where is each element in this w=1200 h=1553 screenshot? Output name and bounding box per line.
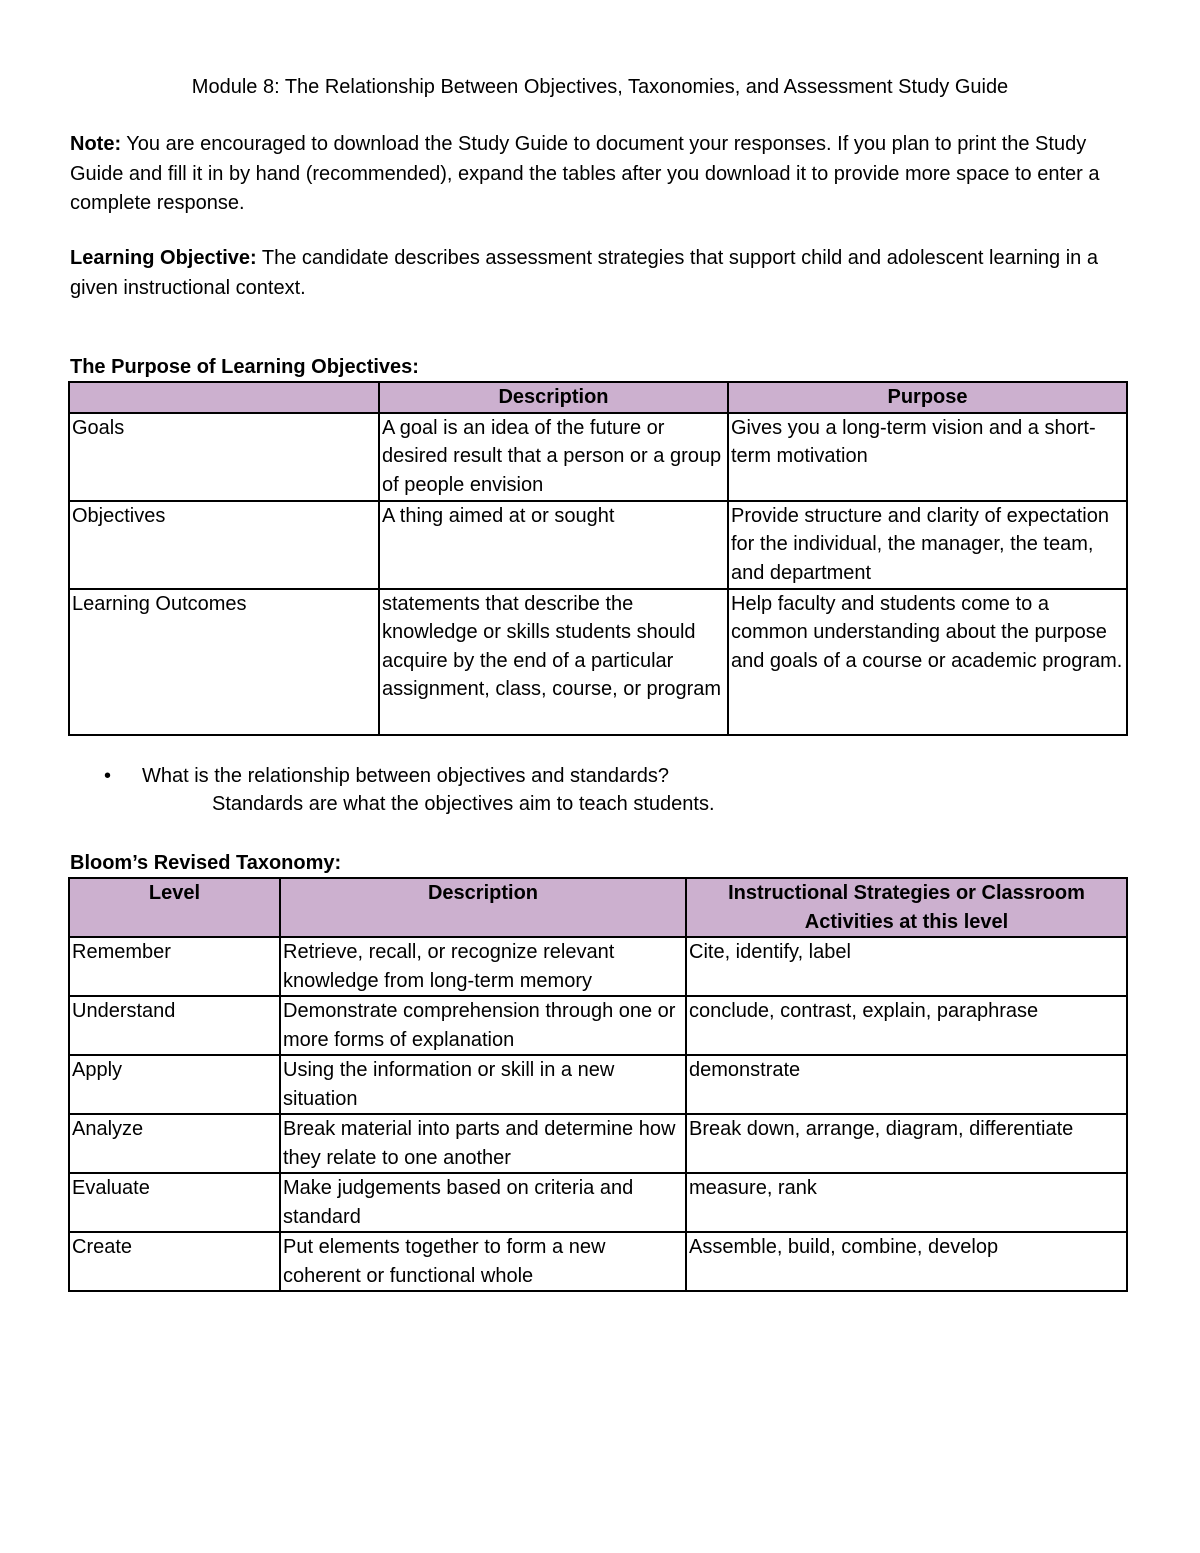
table-row [69,1232,1127,1291]
bloom-description-cell: Demonstrate comprehension through one or more forms of explanation [280,996,686,1055]
purpose-description-cell: statements that describe the knowledge or skills students should acquire by the end of a particular assignment, class, course, or program [379,589,728,735]
bloom-activities-cell: measure, rank [686,1173,1127,1232]
purpose-header-row [69,382,1127,413]
purpose-term-cell: Goals [69,413,379,501]
bloom-header-level: Level [69,878,280,937]
bloom-level-cell: Analyze [69,1114,280,1173]
purpose-term-cell: Learning Outcomes [69,589,379,735]
bloom-activities-cell: Break down, arrange, diagram, differentiate [686,1114,1127,1173]
purpose-purpose-cell: Help faculty and students come to a common understanding about the purpose and goals of a course or academic program. [728,589,1127,735]
bloom-header-row [69,878,1127,937]
bloom-level-cell: Remember [69,937,280,996]
bloom-description-cell: Using the information or skill in a new situation [280,1055,686,1114]
bloom-heading: Bloom’s Revised Taxonomy: [70,852,342,874]
purpose-description-cell: A goal is an idea of the future or desired result that a person or a group of people envision [379,413,728,501]
bloom-level-cell: Evaluate [69,1173,280,1232]
table-row [69,1173,1127,1232]
bloom-level-cell: Understand [69,996,280,1055]
table-row [69,589,1127,735]
bloom-description-cell: Retrieve, recall, or recognize relevant knowledge from long-term memory [280,937,686,996]
note-text: You are encouraged to download the Study Guide to document your responses. If you plan to print the Study Guide and fill it in by hand (recommended), expand the tables after you download it to provide more space to enter a complete response. [70,133,1100,214]
purpose-table [68,381,1128,736]
bloom-activities-cell: Cite, identify, label [686,937,1127,996]
purpose-term-cell: Objectives [69,501,379,589]
bloom-activities-cell: conclude, contrast, explain, paraphrase [686,996,1127,1055]
purpose-purpose-cell: Provide structure and clarity of expectation for the individual, the manager, the team, and department [728,501,1127,589]
note-label: Note: [70,133,122,155]
answer-text: Standards are what the objectives aim to teach students. [212,793,715,815]
purpose-heading: The Purpose of Learning Objectives: [70,356,419,378]
bloom-description-cell: Make judgements based on criteria and standard [280,1173,686,1232]
table-row [69,501,1127,589]
table-row [69,1114,1127,1173]
note-paragraph [70,130,1130,219]
table-row [69,937,1127,996]
learning-objective-text: The candidate describes assessment strategies that support child and adolescent learning in a given instructional context. [70,247,1098,299]
purpose-header-term [69,382,379,413]
bloom-description-cell: Break material into parts and determine how they relate to one another [280,1114,686,1173]
table-row [69,413,1127,501]
table-row [69,996,1127,1055]
purpose-description-cell: A thing aimed at or sought [379,501,728,589]
page-title: Module 8: The Relationship Between Objectives, Taxonomies, and Assessment Study Guide [191,76,1009,98]
bloom-description-cell: Put elements together to form a new coherent or functional whole [280,1232,686,1291]
question-text: What is the relationship between objectives and standards? [142,765,669,787]
bloom-level-cell: Apply [69,1055,280,1114]
bloom-activities-cell: Assemble, build, combine, develop [686,1232,1127,1291]
bloom-activities-cell: demonstrate [686,1055,1127,1114]
question-line [104,762,669,790]
bloom-header-activities: Instructional Strategies or Classroom Activities at this level [686,878,1127,937]
purpose-header-description: Description [379,382,728,413]
bloom-level-cell: Create [69,1232,280,1291]
table-row [69,1055,1127,1114]
bullet-icon: • [104,765,112,787]
purpose-header-purpose: Purpose [728,382,1127,413]
purpose-purpose-cell: Gives you a long-term vision and a short-term motivation [728,413,1127,501]
learning-objective-label: Learning Objective: [70,247,257,269]
learning-objective-paragraph [70,244,1130,303]
bloom-header-description: Description [280,878,686,937]
bloom-table [68,877,1128,1292]
